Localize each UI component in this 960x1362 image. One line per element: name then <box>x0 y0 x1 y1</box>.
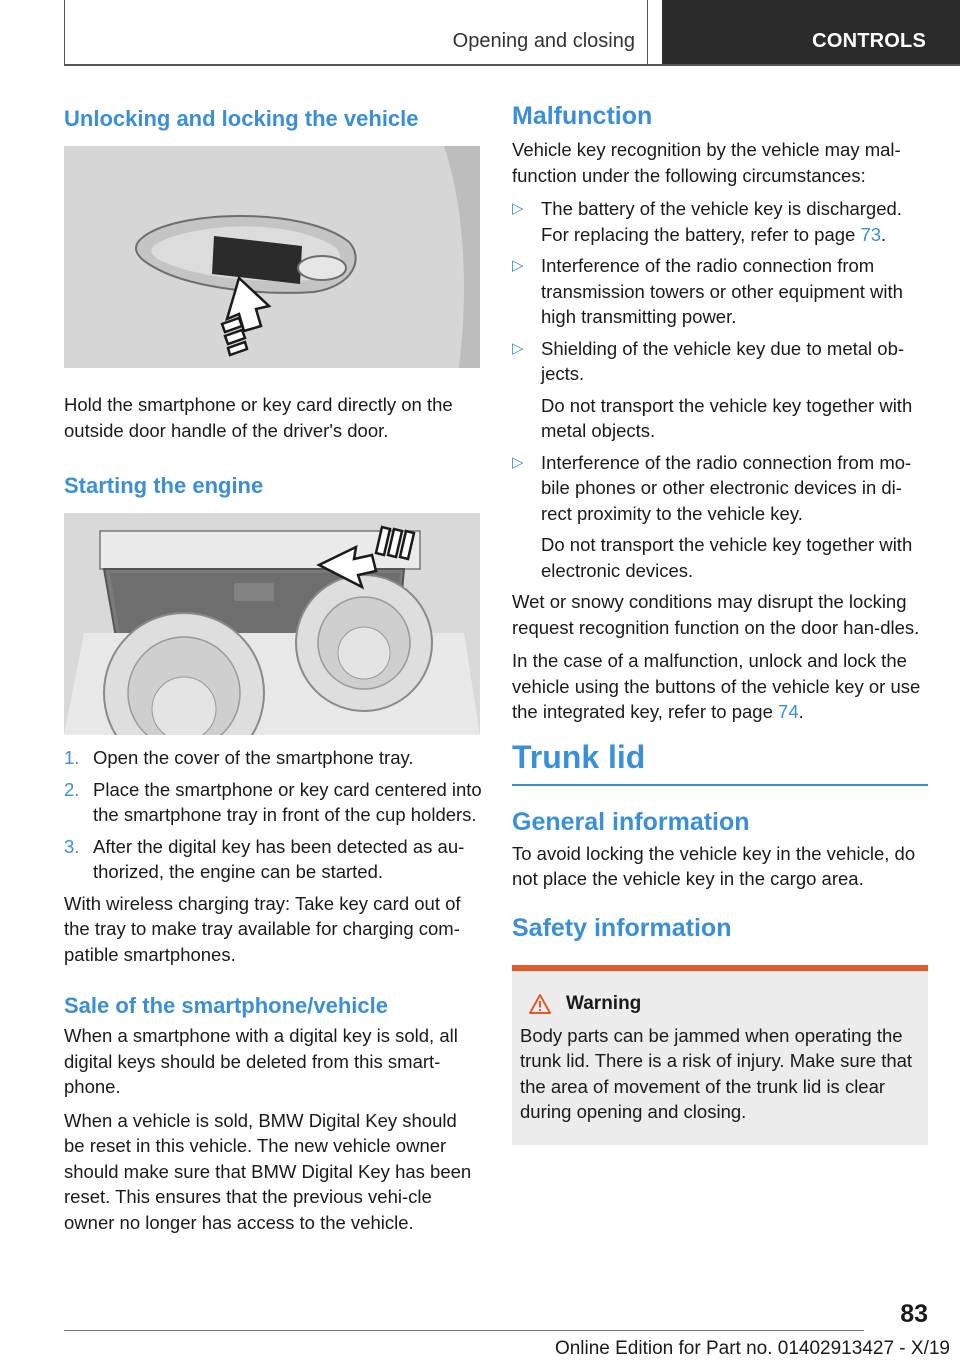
triangle-bullet-icon: ▷ <box>512 200 524 217</box>
triangle-bullet-icon: ▷ <box>512 339 524 357</box>
page-number: 83 <box>900 1300 928 1328</box>
bullet-text: Interference of the radio connection from mo-bile phones or other electronic devices in di-rect proximity to the vehicle key. <box>541 451 912 524</box>
bullet-text: Interference of the radio connection from transmission towers or other equipment with high transmitting power. <box>541 255 903 327</box>
bullet-subtext: Do not transport the vehicle key together with metal objects. <box>541 394 913 441</box>
warning-box <box>512 965 928 1145</box>
heading-trunk-lid: Trunk lid <box>512 739 928 786</box>
triangle-bullet-icon: ▷ <box>512 257 524 274</box>
triangle-bullet-icon: ▷ <box>512 453 524 471</box>
edition-text: Online Edition for Part no. 01402913427 - X/19 <box>554 1338 950 1359</box>
heading-unlocking: Unlocking and locking the vehicle <box>64 106 419 131</box>
para-general: To avoid locking the vehicle key in the vehicle, do not place the vehicle key in the cargo area. <box>512 842 916 889</box>
step-text: Open the cover of the smartphone tray. <box>93 747 414 768</box>
list-item <box>64 834 482 885</box>
steps-list <box>64 745 482 885</box>
list-item <box>512 253 928 330</box>
warning-header <box>520 993 920 1015</box>
malfunction-list <box>512 196 928 583</box>
para-malfunction: Vehicle key recognition by the vehicle may mal-function under the following circumstances: <box>512 139 901 186</box>
footer-rule <box>64 1330 864 1331</box>
smartphone-tray-illustration <box>64 513 480 735</box>
heading-general-information: General information <box>512 807 750 836</box>
heading-malfunction: Malfunction <box>512 102 653 130</box>
bullet-text-end: . <box>881 223 887 245</box>
para-wet: Wet or snowy conditions may disrupt the locking request recognition function on the door han-dles. <box>512 591 920 638</box>
heading-safety-information: Safety information <box>512 913 732 942</box>
page-link-74[interactable]: 74 <box>778 701 799 722</box>
step-number: 2. <box>64 778 80 800</box>
step-number: 3. <box>64 835 80 857</box>
list-item <box>512 336 928 444</box>
step-text: Place the smartphone or key card centered into the smartphone tray in front of the cup holders. <box>93 778 482 825</box>
bullet-text: The battery of the vehicle key is discharged. For replacing the battery, refer to page <box>541 198 902 245</box>
right-column <box>512 96 928 1145</box>
list-item <box>512 450 928 584</box>
list-item <box>512 196 928 247</box>
section-title: Opening and closing <box>452 30 635 52</box>
list-item <box>64 777 482 828</box>
section-box <box>64 0 648 64</box>
para-case-end: . <box>798 701 804 722</box>
step-number: 1. <box>64 747 80 768</box>
para-case-text: In the case of a malfunction, unlock and lock the vehicle using the buttons of the vehicle key or use the integrated key, refer to page <box>512 650 921 722</box>
chapter-tab <box>662 0 960 64</box>
warning-text: Body parts can be jammed when operating the trunk lid. There is a risk of injury. Make sure that the area of movement of the trunk lid is clear during opening and closing. <box>520 1024 913 1122</box>
list-item <box>64 745 482 771</box>
step-text: After the digital key has been detected as au-thorized, the engine can be started. <box>93 835 465 882</box>
bullet-text: Shielding of the vehicle key due to metal ob-jects. <box>541 337 905 384</box>
para-sale-2: When a vehicle is sold, BMW Digital Key should be reset in this vehicle. The new vehicle owner should make sure that BMW Digital Key has been reset. This ensures that the previous vehi-cle owner no longer has access to the vehicle. <box>64 1109 472 1233</box>
heading-starting: Starting the engine <box>64 473 264 498</box>
left-column <box>64 96 482 1243</box>
page-link-73[interactable]: 73 <box>860 223 882 245</box>
para-wireless: With wireless charging tray: Take key card out of the tray to make tray available for charging com-patible smartphones. <box>64 892 461 965</box>
warning-title: Warning <box>566 992 642 1014</box>
header-rule <box>64 64 960 66</box>
bullet-subtext: Do not transport the vehicle key together with electronic devices. <box>541 534 913 581</box>
warning-triangle-icon <box>528 993 552 1015</box>
heading-sale: Sale of the smartphone/vehicle <box>64 993 388 1018</box>
para-unlock: Hold the smartphone or key card directly on the outside door handle of the driver's door. <box>64 394 453 441</box>
para-case <box>512 648 928 725</box>
para-sale-1: When a smartphone with a digital key is sold, all digital keys should be deleted from this smart-phone. <box>64 1025 458 1097</box>
door-handle-illustration <box>64 146 480 368</box>
chapter-tab-label: CONTROLS <box>812 30 926 52</box>
page-header <box>0 0 960 66</box>
